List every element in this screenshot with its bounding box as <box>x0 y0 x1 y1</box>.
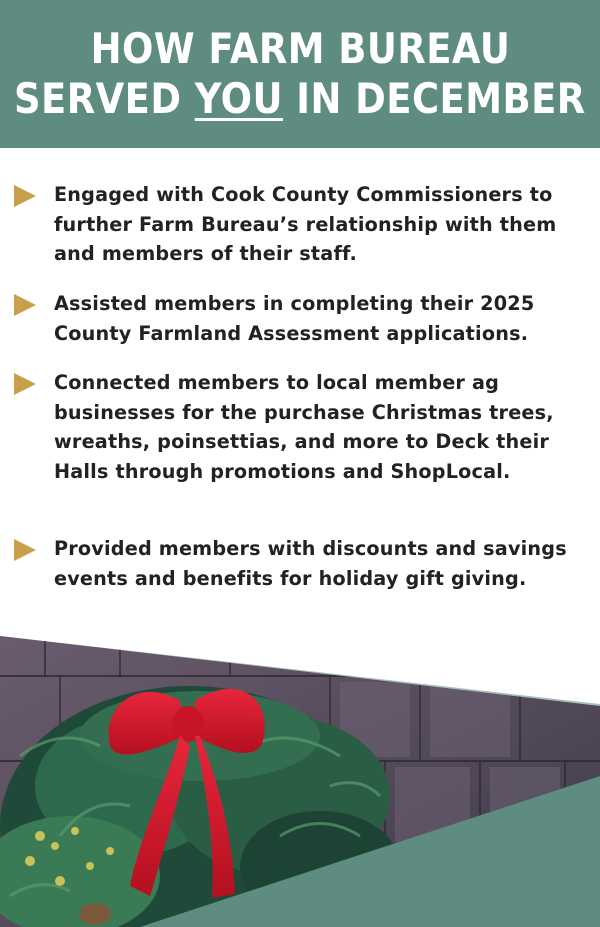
gold-triangle-arrow-icon <box>14 294 36 316</box>
bullet-text: Assisted members in completing their 2025 County Farmland Assessment applications. <box>54 292 535 345</box>
title-text: IN DECEMBER <box>283 74 586 123</box>
title-emphasis-you: YOU <box>194 74 284 123</box>
gold-triangle-arrow-icon <box>14 373 36 395</box>
gold-triangle-arrow-icon <box>14 539 36 561</box>
title-text: SERVED <box>14 74 195 123</box>
bullet-text: Connected members to local member ag businesses for the purchase Christmas trees, wreaths, poinsettias, and more to Deck their Halls through promotions and ShopLocal. <box>54 371 554 483</box>
bullet-text: Engaged with Cook County Commissioners to further Farm Bureau’s relationship with them and members of their staff. <box>54 183 557 265</box>
page-title-line-2 <box>14 74 586 124</box>
bullet-text: Provided members with discounts and savings events and benefits for holiday gift giving. <box>54 537 567 590</box>
page-title-line-1: HOW FARM BUREAU <box>90 24 510 73</box>
gold-triangle-arrow-icon <box>14 185 36 207</box>
header-banner <box>0 0 600 148</box>
wreath-photo <box>0 636 600 927</box>
